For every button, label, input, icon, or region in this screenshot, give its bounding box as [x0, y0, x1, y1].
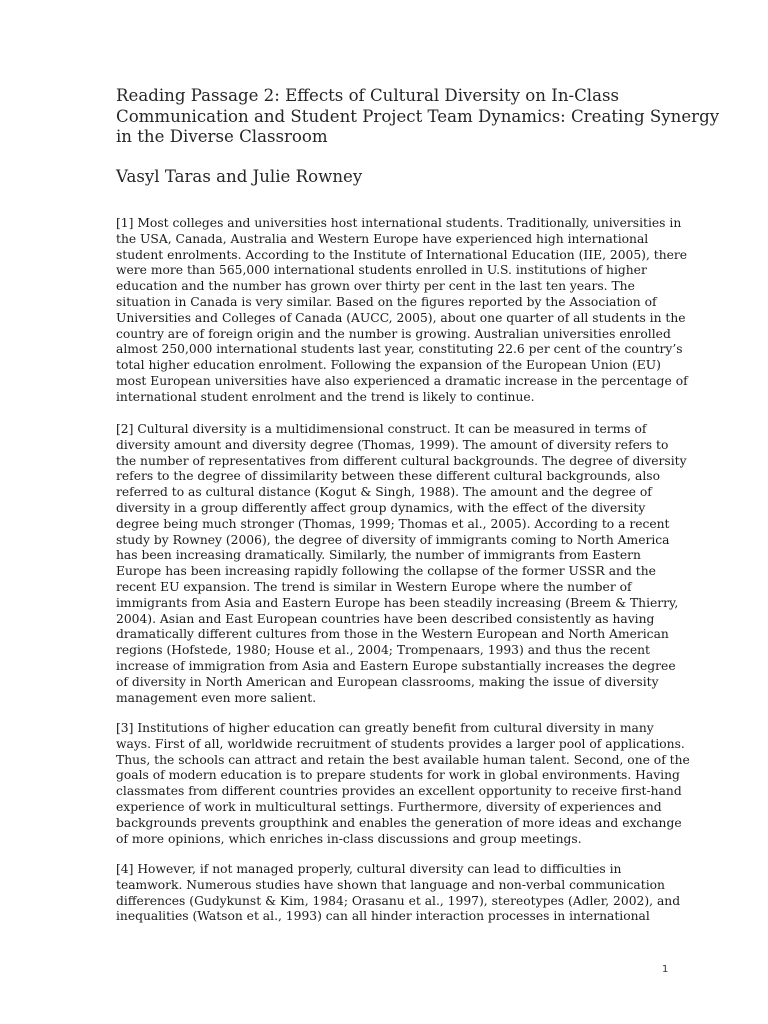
text-line: differences (Gudykunst & Kim, 1984; Orasanu et al., 1997), stereotypes (Adler, 2002), and	[116, 893, 681, 908]
text-line: education and the number has grown over thirty per cent in the last ten years. The	[116, 279, 635, 294]
text-line: increase of immigration from Asia and Eastern Europe substantially increases the degree	[116, 658, 676, 673]
text-line: ways. First of all, worldwide recruitment of students provides a larger pool of applications.	[116, 736, 685, 751]
text-line: situation in Canada is very similar. Based on the figures reported by the Association of	[116, 294, 657, 309]
paragraph-1	[116, 216, 688, 406]
text-line: Thus, the schools can attract and retain the best available human talent. Second, one of the	[116, 752, 690, 767]
text-line: diversity in a group differently affect group dynamics, with the effect of the diversity	[116, 500, 646, 515]
title-line: Communication and Student Project Team Dynamics: Creating Synergy	[116, 106, 720, 126]
text-line: of more opinions, which enriches in-class discussions and group meetings.	[116, 831, 582, 846]
text-line: management even more salient.	[116, 690, 317, 705]
text-line: referred to as cultural distance (Kogut & Singh, 1988). The amount and the degree of	[116, 485, 652, 500]
title-line: in the Diverse Classroom	[116, 127, 328, 146]
text-line: experience of work in multicultural settings. Furthermore, diversity of experiences and	[116, 799, 662, 814]
title-line: Reading Passage 2: Effects of Cultural Diversity on In-Class	[116, 86, 620, 105]
text-line: international student enrolment and the trend is likely to continue.	[116, 389, 535, 404]
text-line: degree being much stronger (Thomas, 1999; Thomas et al., 2005). According to a recent	[116, 516, 670, 531]
paragraph-2	[116, 422, 687, 706]
text-line: has been increasing dramatically. Similarly, the number of immigrants from Eastern	[116, 548, 641, 563]
text-line: country are of foreign origin and the number is growing. Australian universities enrolled	[116, 326, 671, 341]
authors: Vasyl Taras and Julie Rowney	[116, 167, 363, 186]
text-line: Universities and Colleges of Canada (AUCC, 2005), about one quarter of all students in the	[116, 310, 686, 325]
text-line: [2] Cultural diversity is a multidimensional construct. It can be measured in terms of	[116, 422, 647, 436]
text-line: total higher education enrolment. Following the expansion of the European Union (EU)	[116, 358, 661, 373]
text-line: of diversity in North American and European classrooms, making the issue of diversity	[116, 674, 659, 689]
text-line: the USA, Canada, Australia and Western Europe have experienced high international	[116, 231, 649, 246]
text-line: teamwork. Numerous studies have shown that language and non-verbal communication	[116, 877, 665, 892]
text-line: most European universities have also experienced a dramatic increase in the percentage of	[116, 373, 688, 388]
text-line: Europe has been increasing rapidly following the collapse of the former USSR and the	[116, 564, 656, 579]
text-line: [3] Institutions of higher education can greatly benefit from cultural diversity in many	[116, 721, 654, 735]
text-line: refers to the degree of dissimilarity between these different cultural backgrounds, also	[116, 469, 660, 484]
document-title	[116, 86, 720, 148]
text-line: the number of representatives from different cultural backgrounds. The degree of diversity	[116, 453, 687, 468]
text-line: goals of modern education is to prepare students for work in global environments. Having	[116, 768, 680, 783]
page-number: 1	[662, 964, 669, 975]
text-line: immigrants from Asia and Eastern Europe has been steadily increasing (Breem & Thierry,	[116, 595, 679, 610]
text-line: student enrolments. According to the Institute of International Education (IIE, 2005), there	[116, 247, 688, 262]
paragraph-3	[116, 721, 690, 847]
paragraph-4	[116, 862, 681, 925]
text-line: backgrounds prevents groupthink and enables the generation of more ideas and exchange	[116, 815, 682, 830]
text-line: [1] Most colleges and universities host international students. Traditionally, universities in	[116, 216, 682, 230]
text-line: were more than 565,000 international students enrolled in U.S. institutions of higher	[116, 263, 647, 278]
text-line: dramatically different cultures from those in the Western European and North American	[116, 627, 669, 642]
text-line: regions (Hofstede, 1980; House et al., 2004; Trompenaars, 1993) and thus the recent	[116, 643, 650, 658]
text-line: almost 250,000 international students last year, constituting 22.6 per cent of the country’s	[116, 342, 683, 357]
text-line: classmates from different countries provides an excellent opportunity to receive first-hand	[116, 784, 682, 799]
text-line: study by Rowney (2006), the degree of diversity of immigrants coming to North America	[116, 532, 670, 547]
text-line: [4] However, if not managed properly, cultural diversity can lead to difficulties in	[116, 862, 622, 876]
text-line: 2004). Asian and East European countries have been described consistently as having	[116, 611, 655, 626]
text-line: diversity amount and diversity degree (Thomas, 1999). The amount of diversity refers to	[116, 437, 669, 452]
text-line: inequalities (Watson et al., 1993) can all hinder interaction processes in international	[116, 909, 650, 924]
text-line: recent EU expansion. The trend is similar in Western Europe where the number of	[116, 579, 632, 594]
